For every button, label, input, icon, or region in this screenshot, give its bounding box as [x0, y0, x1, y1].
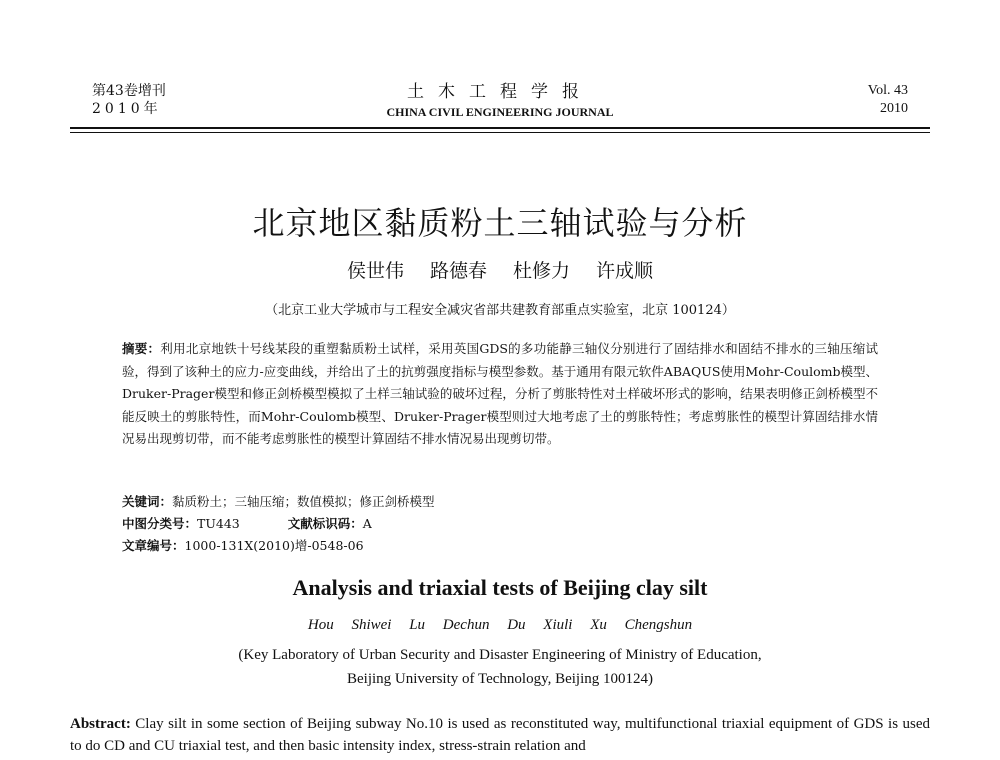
- abstract-en: [70, 713, 930, 757]
- article-id-label: 文章编号：: [122, 538, 185, 553]
- clc-value: TU443: [197, 516, 240, 531]
- keywords-label: 关键词：: [122, 494, 173, 509]
- header-right: [868, 82, 908, 118]
- doc-code-label: 文献标识码：: [287, 516, 363, 531]
- authors-cn: 侯世伟 路德春 杜修力 许成顺: [346, 260, 654, 282]
- year-en: 2010: [880, 101, 908, 116]
- classification-line: [122, 514, 882, 534]
- abstract-label-cn: 摘要：: [122, 341, 161, 356]
- keywords-text: 黏质粉土；三轴压缩；数值模拟；修正剑桥模型: [172, 494, 435, 509]
- volume-cn: 第43卷增刊: [92, 83, 166, 99]
- affiliation-en-line1: (Key Laboratory of Urban Security and Disaster Engineering of Ministry of Education,: [238, 647, 762, 663]
- affiliation-en-line2: Beijing University of Technology, Beijing 100124): [347, 671, 653, 687]
- journal-name-en: CHINA CIVIL ENGINEERING JOURNAL: [386, 105, 614, 119]
- journal-header: [0, 82, 1000, 122]
- paper-title-en: Analysis and triaxial tests of Beijing clay silt: [292, 575, 708, 600]
- article-id-line: [122, 536, 882, 556]
- header-rule-thin: [70, 132, 930, 133]
- affiliation-cn: （北京工业大学城市与工程安全减灾省部共建教育部重点实验室，北京 100124）: [265, 303, 735, 318]
- journal-name-cn: 土木工程学报: [407, 82, 593, 102]
- year-cn: 2010年: [92, 101, 162, 117]
- doc-code-value: A: [362, 516, 372, 531]
- header-left: [92, 82, 166, 118]
- clc-label: 中图分类号：: [122, 516, 198, 531]
- authors-en: Hou Shiwei Lu Dechun Du Xiuli Xu Chengshun: [307, 617, 693, 633]
- affiliation-en: [0, 643, 1000, 691]
- header-rule-thick: [70, 127, 930, 129]
- article-id-value: 1000-131X(2010)增-0548-06: [184, 538, 364, 553]
- volume-en: Vol. 43: [867, 83, 908, 98]
- abstract-text-cn: 利用北京地铁十号线某段的重塑黏质粉土试样，采用英国GDS的多功能静三轴仪分别进行了固结排水和固结不排水的三轴压缩试验，得到了该种土的应力-应变曲线，并给出了土的抗剪强度指标与模型参数。基于通用有限元软件ABAQUS使用Mohr-Coulomb模型、Druker-Prager模型和修正剑桥模型模拟了土样三轴试验的破坏过程，分析了剪胀特性对土样破坏形式的影响，结果表明修正剑桥模型不能反映土的剪胀特性，而Mohr-Coulomb模型、Druker-Prager模型则过大地考虑了土的剪胀特性；考虑剪胀性的模型计算固结排水情况易出现剪切带，而不能考虑剪胀性的模型计算固结不排水情况易出现剪切带。: [122, 341, 878, 447]
- abstract-cn: [122, 338, 878, 451]
- abstract-label-en: Abstract:: [70, 716, 131, 732]
- abstract-text-en: Clay silt in some section of Beijing subway No.10 is used as reconstituted way, multifunctional triaxial equipment of GDS is used to do CD and CU triaxial test, and then basic intensity index, stress-strain relation and: [70, 716, 930, 754]
- paper-title-cn: 北京地区黏质粉土三轴试验与分析: [252, 204, 748, 242]
- journal-title: [300, 82, 700, 120]
- keywords-line: [122, 492, 882, 512]
